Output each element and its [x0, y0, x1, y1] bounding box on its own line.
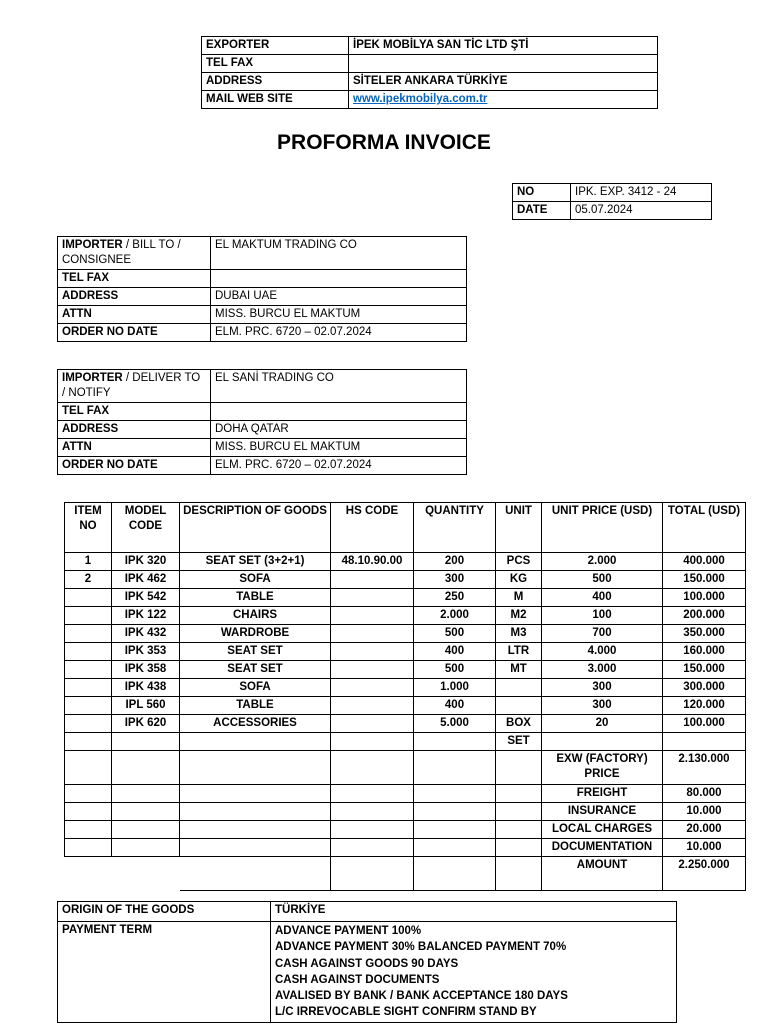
- notify-order-value: ELM. PRC. 6720 – 02.07.2024: [211, 457, 467, 475]
- bill-to-tel-row: [58, 270, 467, 288]
- cell-total: 160.000: [663, 643, 746, 661]
- items-header-row: [65, 503, 746, 553]
- bill-to-attn-row: [58, 306, 467, 324]
- cell-quantity: 500: [414, 625, 496, 643]
- summary-label: FREIGHT: [542, 785, 663, 803]
- cell-hs-code: [331, 571, 414, 589]
- cell-total: 150.000: [663, 661, 746, 679]
- payment-option: L/C IRREVOCABLE SIGHT CONFIRM STAND BY: [275, 1006, 537, 1019]
- cell-unit: LTR: [496, 643, 542, 661]
- cell-hs-code: [331, 625, 414, 643]
- bill-to-importer-row: [58, 237, 467, 270]
- invoice-date-value: 05.07.2024: [571, 202, 712, 220]
- exporter-value: İPEK MOBİLYA SAN TİC LTD ŞTİ: [349, 37, 658, 55]
- notify-attn-row: [58, 439, 467, 457]
- cell-unit: [496, 697, 542, 715]
- header-hs-code: HS CODE: [331, 503, 414, 553]
- cell-item-no: [65, 661, 112, 679]
- items-table: [64, 502, 746, 891]
- notify-importer-label: [58, 370, 211, 403]
- amount-row: [65, 857, 746, 891]
- cell-unit-price: 100: [542, 607, 663, 625]
- item-row: [65, 607, 746, 625]
- cell-quantity: [414, 733, 496, 751]
- cell-unit-price: 400: [542, 589, 663, 607]
- notify-order-row: [58, 457, 467, 475]
- summary-label: DOCUMENTATION: [542, 839, 663, 857]
- cell-item-no: [65, 589, 112, 607]
- cell-model-code: IPK 462: [112, 571, 180, 589]
- item-row: [65, 715, 746, 733]
- bill-to-attn-label: ATTN: [58, 306, 211, 324]
- cell-hs-code: [331, 643, 414, 661]
- cell-model-code: IPK 432: [112, 625, 180, 643]
- origin-label: ORIGIN OF THE GOODS: [58, 902, 271, 922]
- origin-row: [58, 902, 677, 922]
- cell-unit-price: 20: [542, 715, 663, 733]
- cell-description: ACCESSORIES: [180, 715, 331, 733]
- cell-model-code: IPK 320: [112, 553, 180, 571]
- cell-quantity: 250: [414, 589, 496, 607]
- cell-quantity: 400: [414, 697, 496, 715]
- cell-hs-code: [331, 661, 414, 679]
- summary-label: INSURANCE: [542, 803, 663, 821]
- website-row: [202, 91, 658, 109]
- bill-to-importer-rest: / BILL TO / CONSIGNEE: [62, 239, 181, 266]
- cell-description: SOFA: [180, 679, 331, 697]
- bill-to-order-value: ELM. PRC. 6720 – 02.07.2024: [211, 324, 467, 342]
- item-row: [65, 697, 746, 715]
- payment-label: PAYMENT TERM: [58, 922, 271, 1023]
- header-item-no: ITEM NO: [65, 503, 112, 553]
- notify-attn-label: ATTN: [58, 439, 211, 457]
- bill-to-address-label: ADDRESS: [58, 288, 211, 306]
- telfax-row: [202, 55, 658, 73]
- cell-description: CHAIRS: [180, 607, 331, 625]
- cell-total: 100.000: [663, 589, 746, 607]
- summary-row: [65, 803, 746, 821]
- cell-unit: KG: [496, 571, 542, 589]
- cell-total: 200.000: [663, 607, 746, 625]
- notify-address-row: [58, 421, 467, 439]
- item-row: [65, 625, 746, 643]
- item-rows: [65, 553, 746, 751]
- header-model-code: MODEL CODE: [112, 503, 180, 553]
- address-label: ADDRESS: [202, 73, 349, 91]
- payment-options: [271, 922, 677, 1023]
- cell-total: 100.000: [663, 715, 746, 733]
- bill-to-tel-value: [211, 270, 467, 288]
- cell-unit: BOX: [496, 715, 542, 733]
- bill-to-table: [57, 236, 467, 342]
- invoice-date-label: DATE: [513, 202, 571, 220]
- bill-to-address-row: [58, 288, 467, 306]
- origin-value: TÜRKİYE: [271, 902, 677, 922]
- cell-model-code: IPK 353: [112, 643, 180, 661]
- cell-item-no: [65, 715, 112, 733]
- item-row: [65, 733, 746, 751]
- cell-hs-code: [331, 589, 414, 607]
- amount-value: 2.250.000: [663, 857, 746, 891]
- cell-unit-price: 4.000: [542, 643, 663, 661]
- summary-row: [65, 751, 746, 785]
- summary-label: EXW (FACTORY) PRICE: [542, 751, 663, 785]
- cell-description: TABLE: [180, 589, 331, 607]
- cell-model-code: IPK 438: [112, 679, 180, 697]
- item-row: [65, 643, 746, 661]
- notify-order-label: ORDER NO DATE: [58, 457, 211, 475]
- invoice-ref-table: [512, 183, 712, 220]
- cell-item-no: 2: [65, 571, 112, 589]
- summary-row: [65, 785, 746, 803]
- telfax-value: [349, 55, 658, 73]
- cell-unit-price: 2.000: [542, 553, 663, 571]
- cell-total: 350.000: [663, 625, 746, 643]
- notify-attn-value: MISS. BURCU EL MAKTUM: [211, 439, 467, 457]
- cell-description: [180, 733, 331, 751]
- payment-row: [58, 922, 677, 1023]
- cell-total: 150.000: [663, 571, 746, 589]
- invoice-no-value: IPK. EXP. 3412 - 24: [571, 184, 712, 202]
- cell-description: SOFA: [180, 571, 331, 589]
- cell-hs-code: [331, 715, 414, 733]
- cell-unit-price: 300: [542, 679, 663, 697]
- item-row: [65, 553, 746, 571]
- cell-model-code: [112, 733, 180, 751]
- invoice-date-row: [513, 202, 712, 220]
- payment-option: CASH AGAINST DOCUMENTS: [275, 973, 440, 986]
- cell-item-no: [65, 607, 112, 625]
- bill-to-order-label: ORDER NO DATE: [58, 324, 211, 342]
- cell-hs-code: 48.10.90.00: [331, 553, 414, 571]
- cell-model-code: IPK 358: [112, 661, 180, 679]
- bill-to-address-value: DUBAI UAE: [211, 288, 467, 306]
- notify-importer-row: [58, 370, 467, 403]
- cell-model-code: IPK 620: [112, 715, 180, 733]
- cell-unit: M3: [496, 625, 542, 643]
- bill-to-attn-value: MISS. BURCU EL MAKTUM: [211, 306, 467, 324]
- notify-tel-value: [211, 403, 467, 421]
- cell-total: 400.000: [663, 553, 746, 571]
- cell-quantity: 1.000: [414, 679, 496, 697]
- cell-description: SEAT SET: [180, 661, 331, 679]
- bill-to-importer-bold: IMPORTER: [62, 239, 123, 251]
- summary-row: [65, 839, 746, 857]
- header-unit-price: UNIT PRICE (USD): [542, 503, 663, 553]
- payment-option: AVALISED BY BANK / BANK ACCEPTANCE 180 DAYS: [275, 990, 568, 1003]
- notify-tel-row: [58, 403, 467, 421]
- cell-hs-code: [331, 679, 414, 697]
- cell-model-code: IPK 542: [112, 589, 180, 607]
- header-description: DESCRIPTION OF GOODS: [180, 503, 331, 553]
- amount-label: AMOUNT: [542, 857, 663, 891]
- bill-to-tel-label: TEL FAX: [58, 270, 211, 288]
- cell-model-code: IPK 122: [112, 607, 180, 625]
- notify-address-value: DOHA QATAR: [211, 421, 467, 439]
- telfax-label: TEL FAX: [202, 55, 349, 73]
- cell-unit-price: 500: [542, 571, 663, 589]
- cell-quantity: 5.000: [414, 715, 496, 733]
- cell-item-no: 1: [65, 553, 112, 571]
- cell-unit-price: 700: [542, 625, 663, 643]
- cell-quantity: 500: [414, 661, 496, 679]
- exporter-row: [202, 37, 658, 55]
- cell-description: TABLE: [180, 697, 331, 715]
- invoice-no-label: NO: [513, 184, 571, 202]
- cell-unit: M: [496, 589, 542, 607]
- header-unit: UNIT: [496, 503, 542, 553]
- cell-total: 300.000: [663, 679, 746, 697]
- summary-label: LOCAL CHARGES: [542, 821, 663, 839]
- bill-to-importer-label: [58, 237, 211, 270]
- website-link[interactable]: www.ipekmobilya.com.tr: [353, 93, 488, 105]
- cell-unit: PCS: [496, 553, 542, 571]
- cell-unit-price: [542, 733, 663, 751]
- cell-hs-code: [331, 733, 414, 751]
- cell-quantity: 400: [414, 643, 496, 661]
- header-quantity: QUANTITY: [414, 503, 496, 553]
- cell-unit-price: 3.000: [542, 661, 663, 679]
- cell-item-no: [65, 679, 112, 697]
- cell-description: WARDROBE: [180, 625, 331, 643]
- summary-value: 10.000: [663, 839, 746, 857]
- summary-row: [65, 821, 746, 839]
- summary-value: 10.000: [663, 803, 746, 821]
- cell-hs-code: [331, 607, 414, 625]
- bill-to-order-row: [58, 324, 467, 342]
- cell-unit-price: 300: [542, 697, 663, 715]
- terms-table: [57, 901, 677, 1023]
- summary-value: 20.000: [663, 821, 746, 839]
- notify-importer-rest: / DELIVER TO / NOTIFY: [62, 372, 201, 399]
- cell-quantity: 300: [414, 571, 496, 589]
- address-value: SİTELER ANKARA TÜRKİYE: [349, 73, 658, 91]
- cell-item-no: [65, 697, 112, 715]
- header-total: TOTAL (USD): [663, 503, 746, 553]
- cell-quantity: 2.000: [414, 607, 496, 625]
- exporter-table: [201, 36, 658, 109]
- payment-option: ADVANCE PAYMENT 30% BALANCED PAYMENT 70%: [275, 941, 567, 954]
- cell-item-no: [65, 733, 112, 751]
- notify-address-label: ADDRESS: [58, 421, 211, 439]
- exporter-label: EXPORTER: [202, 37, 349, 55]
- cell-total: [663, 733, 746, 751]
- summary-value: 80.000: [663, 785, 746, 803]
- payment-option: ADVANCE PAYMENT 100%: [275, 925, 422, 937]
- cell-unit: M2: [496, 607, 542, 625]
- item-row: [65, 571, 746, 589]
- cell-item-no: [65, 625, 112, 643]
- website-label: MAIL WEB SITE: [202, 91, 349, 109]
- summary-value: 2.130.000: [663, 751, 746, 785]
- cell-unit: [496, 679, 542, 697]
- cell-total: 120.000: [663, 697, 746, 715]
- notify-importer-bold: IMPORTER: [62, 372, 123, 384]
- bill-to-name: EL MAKTUM TRADING CO: [211, 237, 467, 270]
- cell-unit: SET: [496, 733, 542, 751]
- cell-hs-code: [331, 697, 414, 715]
- cell-description: SEAT SET (3+2+1): [180, 553, 331, 571]
- cell-unit: MT: [496, 661, 542, 679]
- cell-quantity: 200: [414, 553, 496, 571]
- document-title: PROFORMA INVOICE: [277, 131, 491, 154]
- cell-description: SEAT SET: [180, 643, 331, 661]
- item-row: [65, 679, 746, 697]
- address-row: [202, 73, 658, 91]
- item-row: [65, 589, 746, 607]
- notify-name: EL SANİ TRADING CO: [211, 370, 467, 403]
- cell-item-no: [65, 643, 112, 661]
- invoice-no-row: [513, 184, 712, 202]
- cell-model-code: IPL 560: [112, 697, 180, 715]
- payment-option: CASH AGAINST GOODS 90 DAYS: [275, 957, 459, 970]
- item-row: [65, 661, 746, 679]
- notify-tel-label: TEL FAX: [58, 403, 211, 421]
- notify-table: [57, 369, 467, 475]
